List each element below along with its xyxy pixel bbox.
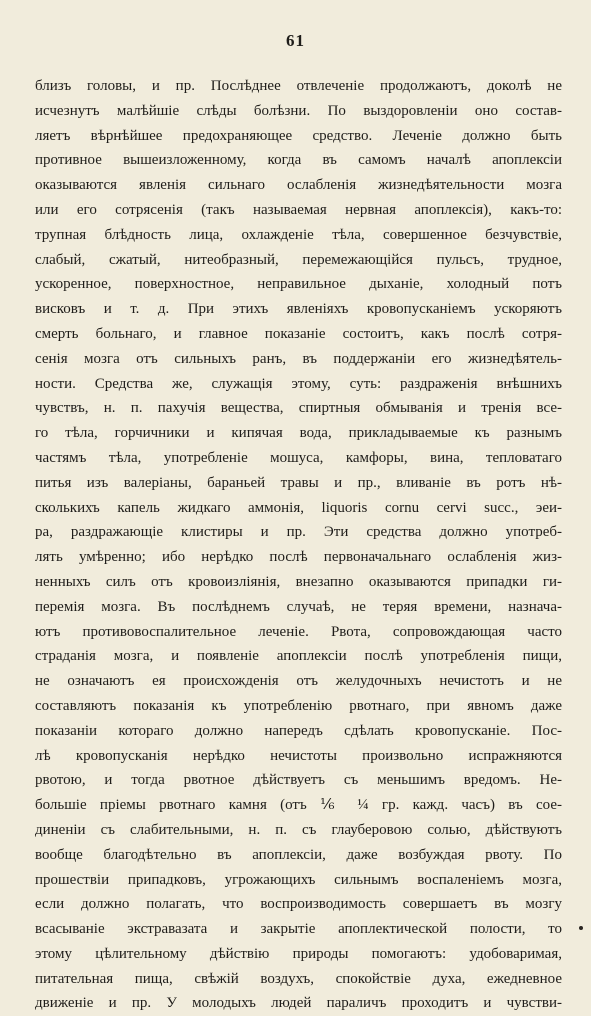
text-line: большіе пріемы рвотнаго камня (отъ ⅙ ¼ гр. кажд. часъ) въ сое- [35,797,562,814]
text-line: смерть больнаго, и главное показаніе состоитъ, какъ послѣ сотря- [35,325,562,342]
text-line: лять умѣренно; ибо нерѣдко послѣ первоначальнаго ослабленія жиз- [35,549,562,566]
text-body [35,74,562,1016]
text-line: лѣ кровопусканія нерѣдко нечистоты произвольно испражняются [35,747,562,764]
text-line: ляетъ вѣрнѣйшее предохраняющее средство. Леченіе должно быть [35,127,562,144]
text-line: ютъ противовоспалительное леченіе. Рвота, сопровождающая часто [35,623,562,640]
text-line: оказываются явленія сильнаго ослабленія жизнедѣятельности мозга [35,177,562,194]
text-line: вообще благодѣтельно въ апоплексіи, даже возбуждая рвоту. По [35,846,562,863]
text-line: ности. Средства же, служащія этому, суть: раздраженія внѣшнихъ [35,375,562,392]
text-line: сенія мозга отъ сильныхъ ранъ, въ поддержаніи его жизнедѣятель- [35,350,562,367]
text-line: этому цѣлительному дѣйствію природы помогаютъ: удобоваримая, [35,945,562,962]
text-line: сколькихъ капель жидкаго аммонія, liquoris cornu cervi succ., эеи- [35,499,562,516]
text-line: питательная пища, свѣжій воздухъ, спокойствіе духа, ежедневное [35,970,562,987]
text-line: частямъ тѣла, употребленіе мошуса, камфоры, вина, тепловатаго [35,449,562,466]
text-line: висковъ и т. д. При этихъ явленіяхъ кровопусканіемъ ускоряютъ [35,301,562,318]
text-line: составляютъ показанія къ употребленію рвотнаго, при явномъ даже [35,697,562,714]
text-line: ненныхъ силъ отъ кровоизліянія, внезапно оказываются припадки ги- [35,573,562,590]
text-line: исчезнутъ малѣйшіе слѣды болѣзни. По выздоровленіи оно состав- [35,102,562,119]
page-number: 61 [286,31,305,50]
text-line: всасываніе экстравазата и закрытіе апоплектической полости, то [35,921,562,938]
text-line: чувствъ, н. п. пахучія вещества, спиртныя обмыванія и тренія все- [35,400,562,417]
text-line: прошествіи припадковъ, угрожающихъ сильнымъ воспаленіемъ мозга, [35,871,562,888]
text-line: противное вышеизложенному, когда въ самомъ началѣ апоплексіи [35,152,562,169]
text-line: страданія мозга, и появленіе апоплексіи послѣ употребленія пищи, [35,648,562,665]
text-line: трупная блѣдность лица, охлажденіе тѣла, совершенное безчувствіе, [35,226,562,243]
text-line: питья изъ валеріаны, бараньей травы и пр., вливаніе въ ротъ нѣ- [35,474,562,491]
text-line: близъ головы, и пр. Послѣднее отвлеченіе продолжаютъ, доколѣ не [35,78,562,94]
ink-speck [579,926,583,930]
text-line: движеніе и пр. У молодыхъ людей параличъ проходитъ и чувстви- [35,995,562,1012]
text-line: не означаютъ ея происхожденія отъ желудочныхъ нечистотъ и не [35,673,562,690]
text-line: или его сотрясенія (такъ называемая нервная апоплексія), какъ-то: [35,201,562,218]
text-line: слабый, сжатый, нитеобразный, перемежающійся пульсъ, трудное, [35,251,562,268]
text-line: перемія мозга. Въ послѣднемъ случаѣ, не теряя времени, назнача- [35,598,562,615]
text-line: показаніи котораго должно напередъ сдѣлать кровопусканіе. Пос- [35,722,562,739]
text-line: если должно полагать, что воспроизводимость совершаетъ въ мозгу [35,896,562,913]
text-line: го тѣла, горчичники и кипячая вода, прикладываемые къ разнымъ [35,425,562,442]
text-line: ускоренное, поверхностное, неправильное дыханіе, холодный потъ [35,276,562,293]
text-line: ра, раздражающіе клистиры и пр. Эти средства должно употреб- [35,524,562,541]
text-line: рвотою, и тогда рвотное дѣйствуетъ съ меньшимъ вредомъ. Не- [35,772,562,789]
text-line: диненіи съ слабительными, н. п. съ глауберовою солью, дѣйствуютъ [35,821,562,838]
